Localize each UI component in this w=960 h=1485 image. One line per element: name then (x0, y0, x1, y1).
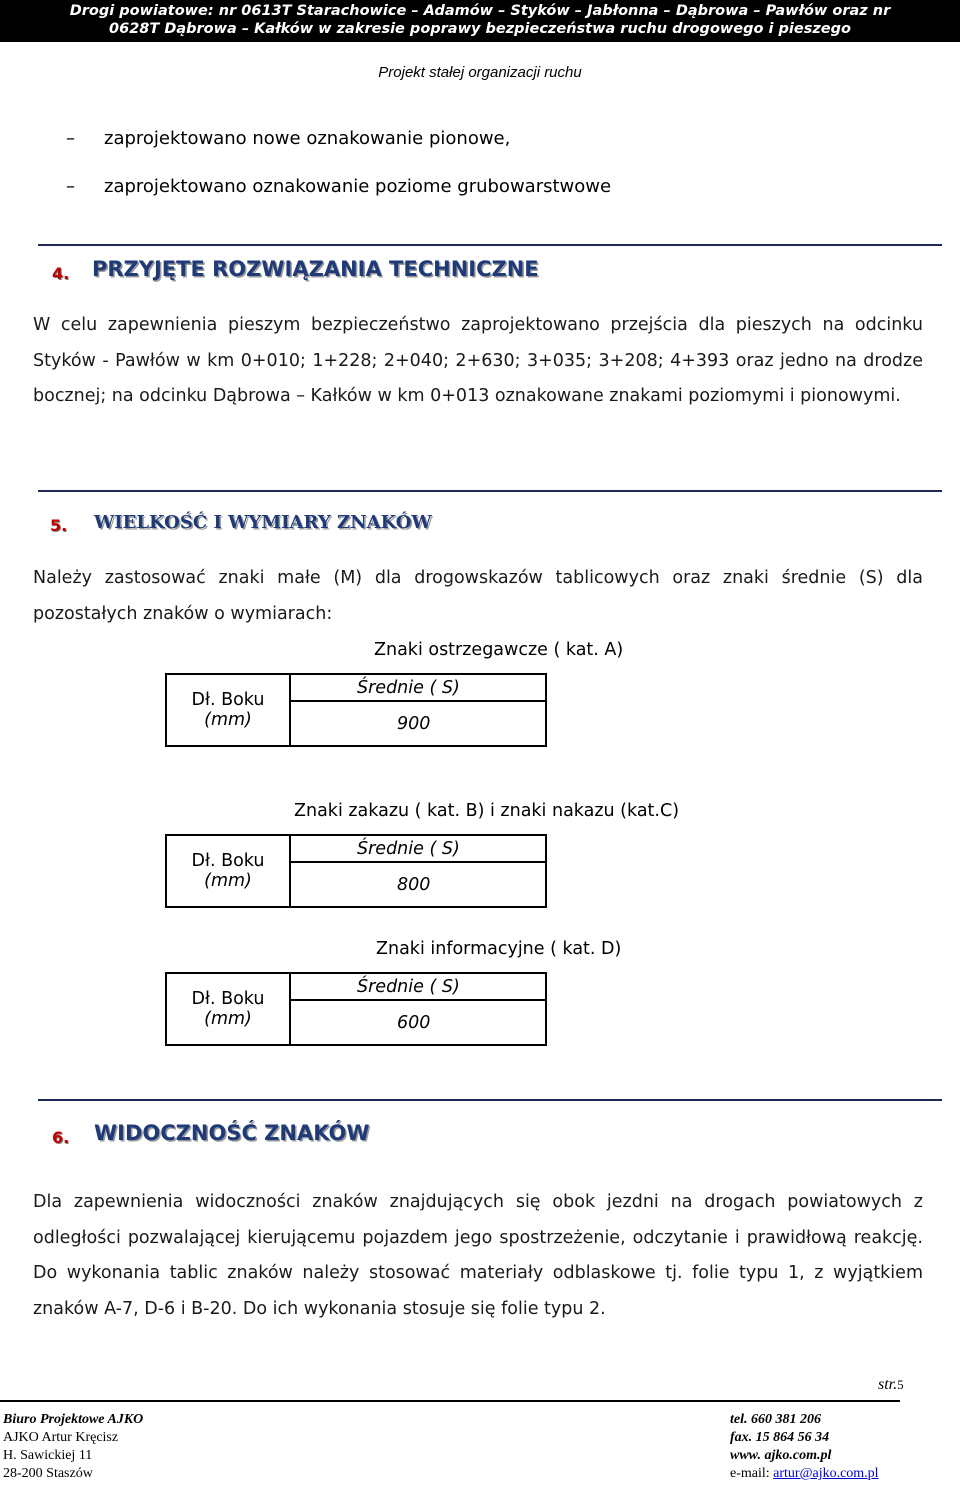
footer-divider (0, 1400, 900, 1402)
bullet-dash: – (66, 128, 75, 149)
section-6-paragraph: Dla zapewnienia widoczności znaków znajdujących się obok jezdni na drogach powiatowych z odległości pozwalającej kierującemu pojazdem jego spostrzeżenie, odczytanie i prawidłową reakcję. Do wykonania tablic znaków należy stosować materiały odblaskowe tj. folie typu 1, z wyjątkiem znaków A-7, D-6 i B-20. Do ich wykonania stosuje się folie typu 2. (33, 1192, 923, 1319)
section-divider (38, 490, 942, 492)
footer-left (3, 1411, 143, 1483)
value-cell: 800 (290, 862, 546, 907)
row-label-line-2: (mm) (204, 1009, 252, 1029)
footer-company-name: Biuro Projektowe AJKO (3, 1412, 144, 1427)
table-d-caption: Znaki informacyjne ( kat. D) (376, 939, 622, 959)
section-divider (38, 244, 942, 246)
footer-email-row (730, 1465, 879, 1483)
row-label-cell (166, 835, 290, 907)
dimension-table-d (165, 972, 547, 1046)
row-label-cell (166, 973, 290, 1045)
page-number (878, 1374, 904, 1394)
column-header-cell: Średnie ( S) (290, 674, 546, 701)
table-bc-caption: Znaki zakazu ( kat. B) i znaki nakazu (kat.C) (294, 801, 680, 821)
footer-city: 28-200 Staszów (3, 1466, 93, 1481)
value-cell: 900 (290, 701, 546, 746)
bullet-item: zaprojektowano oznakowanie poziome grubowarstwowe (104, 176, 612, 197)
section-4-title: PRZYJĘTE ROZWIĄZANIA TECHNICZNE (92, 257, 539, 281)
header-line-2: 0628T Dąbrowa – Kałków w zakresie poprawy bezpieczeństwa ruchu drogowego i pieszego (109, 21, 851, 37)
section-5-title: WIELKOŚĆ I WYMIARY ZNAKÓW (94, 512, 432, 533)
row-label-line-1: Dł. Boku (191, 851, 265, 871)
footer-right (730, 1411, 879, 1483)
section-6-title: WIDOCZNOŚĆ ZNAKÓW (94, 1121, 370, 1145)
footer-phone: tel. 660 381 206 (730, 1412, 821, 1427)
footer-fax: fax. 15 864 56 34 (730, 1430, 830, 1445)
row-label-cell (166, 674, 290, 746)
footer-email-link[interactable]: artur@ajko.com.pl (773, 1466, 879, 1481)
footer-street: H. Sawickiej 11 (3, 1448, 93, 1463)
footer-owner: AJKO Artur Kręcisz (3, 1430, 119, 1445)
page-number-value: 5 (897, 1377, 904, 1392)
section-4-number: 4. (52, 264, 70, 283)
section-5-paragraph: Należy zastosować znaki małe (M) dla drogowskazów tablicowych oraz znaki średnie (S) dla pozostałych znaków o wymiarach: (33, 568, 923, 624)
row-label-line-2: (mm) (204, 871, 252, 891)
section-5-number: 5. (50, 516, 68, 535)
document-subtitle: Projekt stałej organizacji ruchu (378, 64, 582, 81)
column-header-cell: Średnie ( S) (290, 835, 546, 862)
row-label-line-1: Dł. Boku (191, 690, 265, 710)
table-a-caption: Znaki ostrzegawcze ( kat. A) (374, 640, 624, 660)
bullet-dash: – (66, 176, 75, 197)
dimension-table-a (165, 673, 547, 747)
section-6-number: 6. (52, 1128, 70, 1147)
bullet-item: zaprojektowano nowe oznakowanie pionowe, (104, 128, 511, 149)
section-divider (38, 1099, 942, 1101)
row-label-line-2: (mm) (204, 710, 252, 730)
footer-website: www. ajko.com.pl (730, 1448, 832, 1463)
page-label: str. (878, 1376, 898, 1393)
header-line-1: Drogi powiatowe: nr 0613T Starachowice – Adamów – Styków – Jabłonna – Dąbrowa – Pawłów oraz nr (69, 3, 891, 19)
section-4-paragraph: W celu zapewnienia pieszym bezpieczeństwo zaprojektowano przejścia dla pieszych na odcinku Styków - Pawłów w km 0+010; 1+228; 2+040; 2+630; 3+035; 3+208; 4+393 oraz jedno na drodze bocznej; na odcinku Dąbrowa – Kałków w km 0+013 oznakowane znakami poziomymi i pionowymi. (33, 315, 923, 406)
row-label-line-1: Dł. Boku (191, 989, 265, 1009)
footer-email-label: e-mail: (730, 1466, 774, 1481)
dimension-table-bc (165, 834, 547, 908)
column-header-cell: Średnie ( S) (290, 973, 546, 1000)
value-cell: 600 (290, 1000, 546, 1045)
